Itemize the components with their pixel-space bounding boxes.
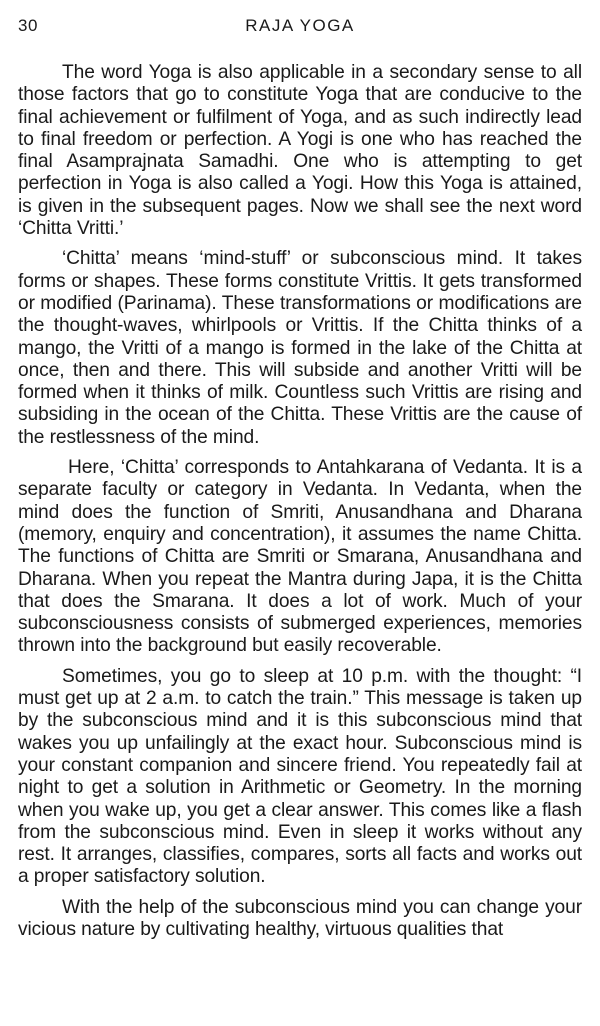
body-text — [18, 62, 582, 941]
paragraph-chitta-meaning: ‘Chitta’ means ‘mind-stuff’ or subconscious mind. It takes forms or shapes. These forms constitute Vrittis. It gets transformed or modified (Parinama). These transformations or modifications are the thought-waves, whirlpools or Vrittis. If the Chitta thinks of a mango, the Vritti of a mango is formed in the lake of the Chitta at once, then and there. This will subside and another Vritti will be formed when it thinks of milk. Countless such Vrittis are rising and subsiding in the ocean of the Chitta. These Vrittis are the cause of the restlessness of the mind. — [18, 248, 582, 448]
paragraph-yoga-definition: The word Yoga is also applicable in a secondary sense to all those factors that go to constitute Yoga that are conducive to the final achievement or fulfilment of Yoga, and as such indirectly lead to final freedom or perfection. A Yogi is one who has reached the final Asamprajnata Samadhi. One who is attempting to get perfection in Yoga is also called a Yogi. How this Yoga is attained, is given in the subsequent pages. Now we shall see the next word ‘Chitta Vritti.’ — [18, 62, 582, 240]
paragraph-subconscious-mind: Sometimes, you go to sleep at 10 p.m. with the thought: “I must get up at 2 a.m. to catch the train.” This message is taken up by the subconscious mind and it is this subconscious mind that wakes you up unfailingly at the exact hour. Subconscious mind is your constant companion and sincere friend. You repeatedly fail at night to get a solution in Arithmetic or Geometry. In the morning when you wake up, you get a clear answer. This comes like a flash from the subconscious mind. Even in sleep it works without any rest. It arranges, classifies, compares, sorts all facts and works out a proper satisfactory solution. — [18, 665, 582, 888]
paragraph-changing-nature: With the help of the subconscious mind you can change your vicious nature by cultivating healthy, virtuous qualities that — [18, 896, 582, 940]
paragraph-chitta-antahkarana: Here, ‘Chitta’ corresponds to Antahkarana of Vedanta. It is a separate faculty or category in Vedanta. In Vedanta, when the mind does the function of Smriti, Anusandhana and Dharana (memory, enquiry and concentration), it assumes the name Chitta. The functions of Chitta are Smriti or Smarana, Anusandhana and Dharana. When you repeat the Mantra during Japa, it is the Chitta that does the Smarana. It does a lot of work. Much of your subconsciousness consists of submerged experiences, memories thrown into the background but easily recoverable. — [18, 457, 582, 657]
page-header — [18, 16, 582, 42]
running-title: RAJA YOGA — [245, 16, 355, 35]
page-number: 30 — [18, 16, 38, 35]
